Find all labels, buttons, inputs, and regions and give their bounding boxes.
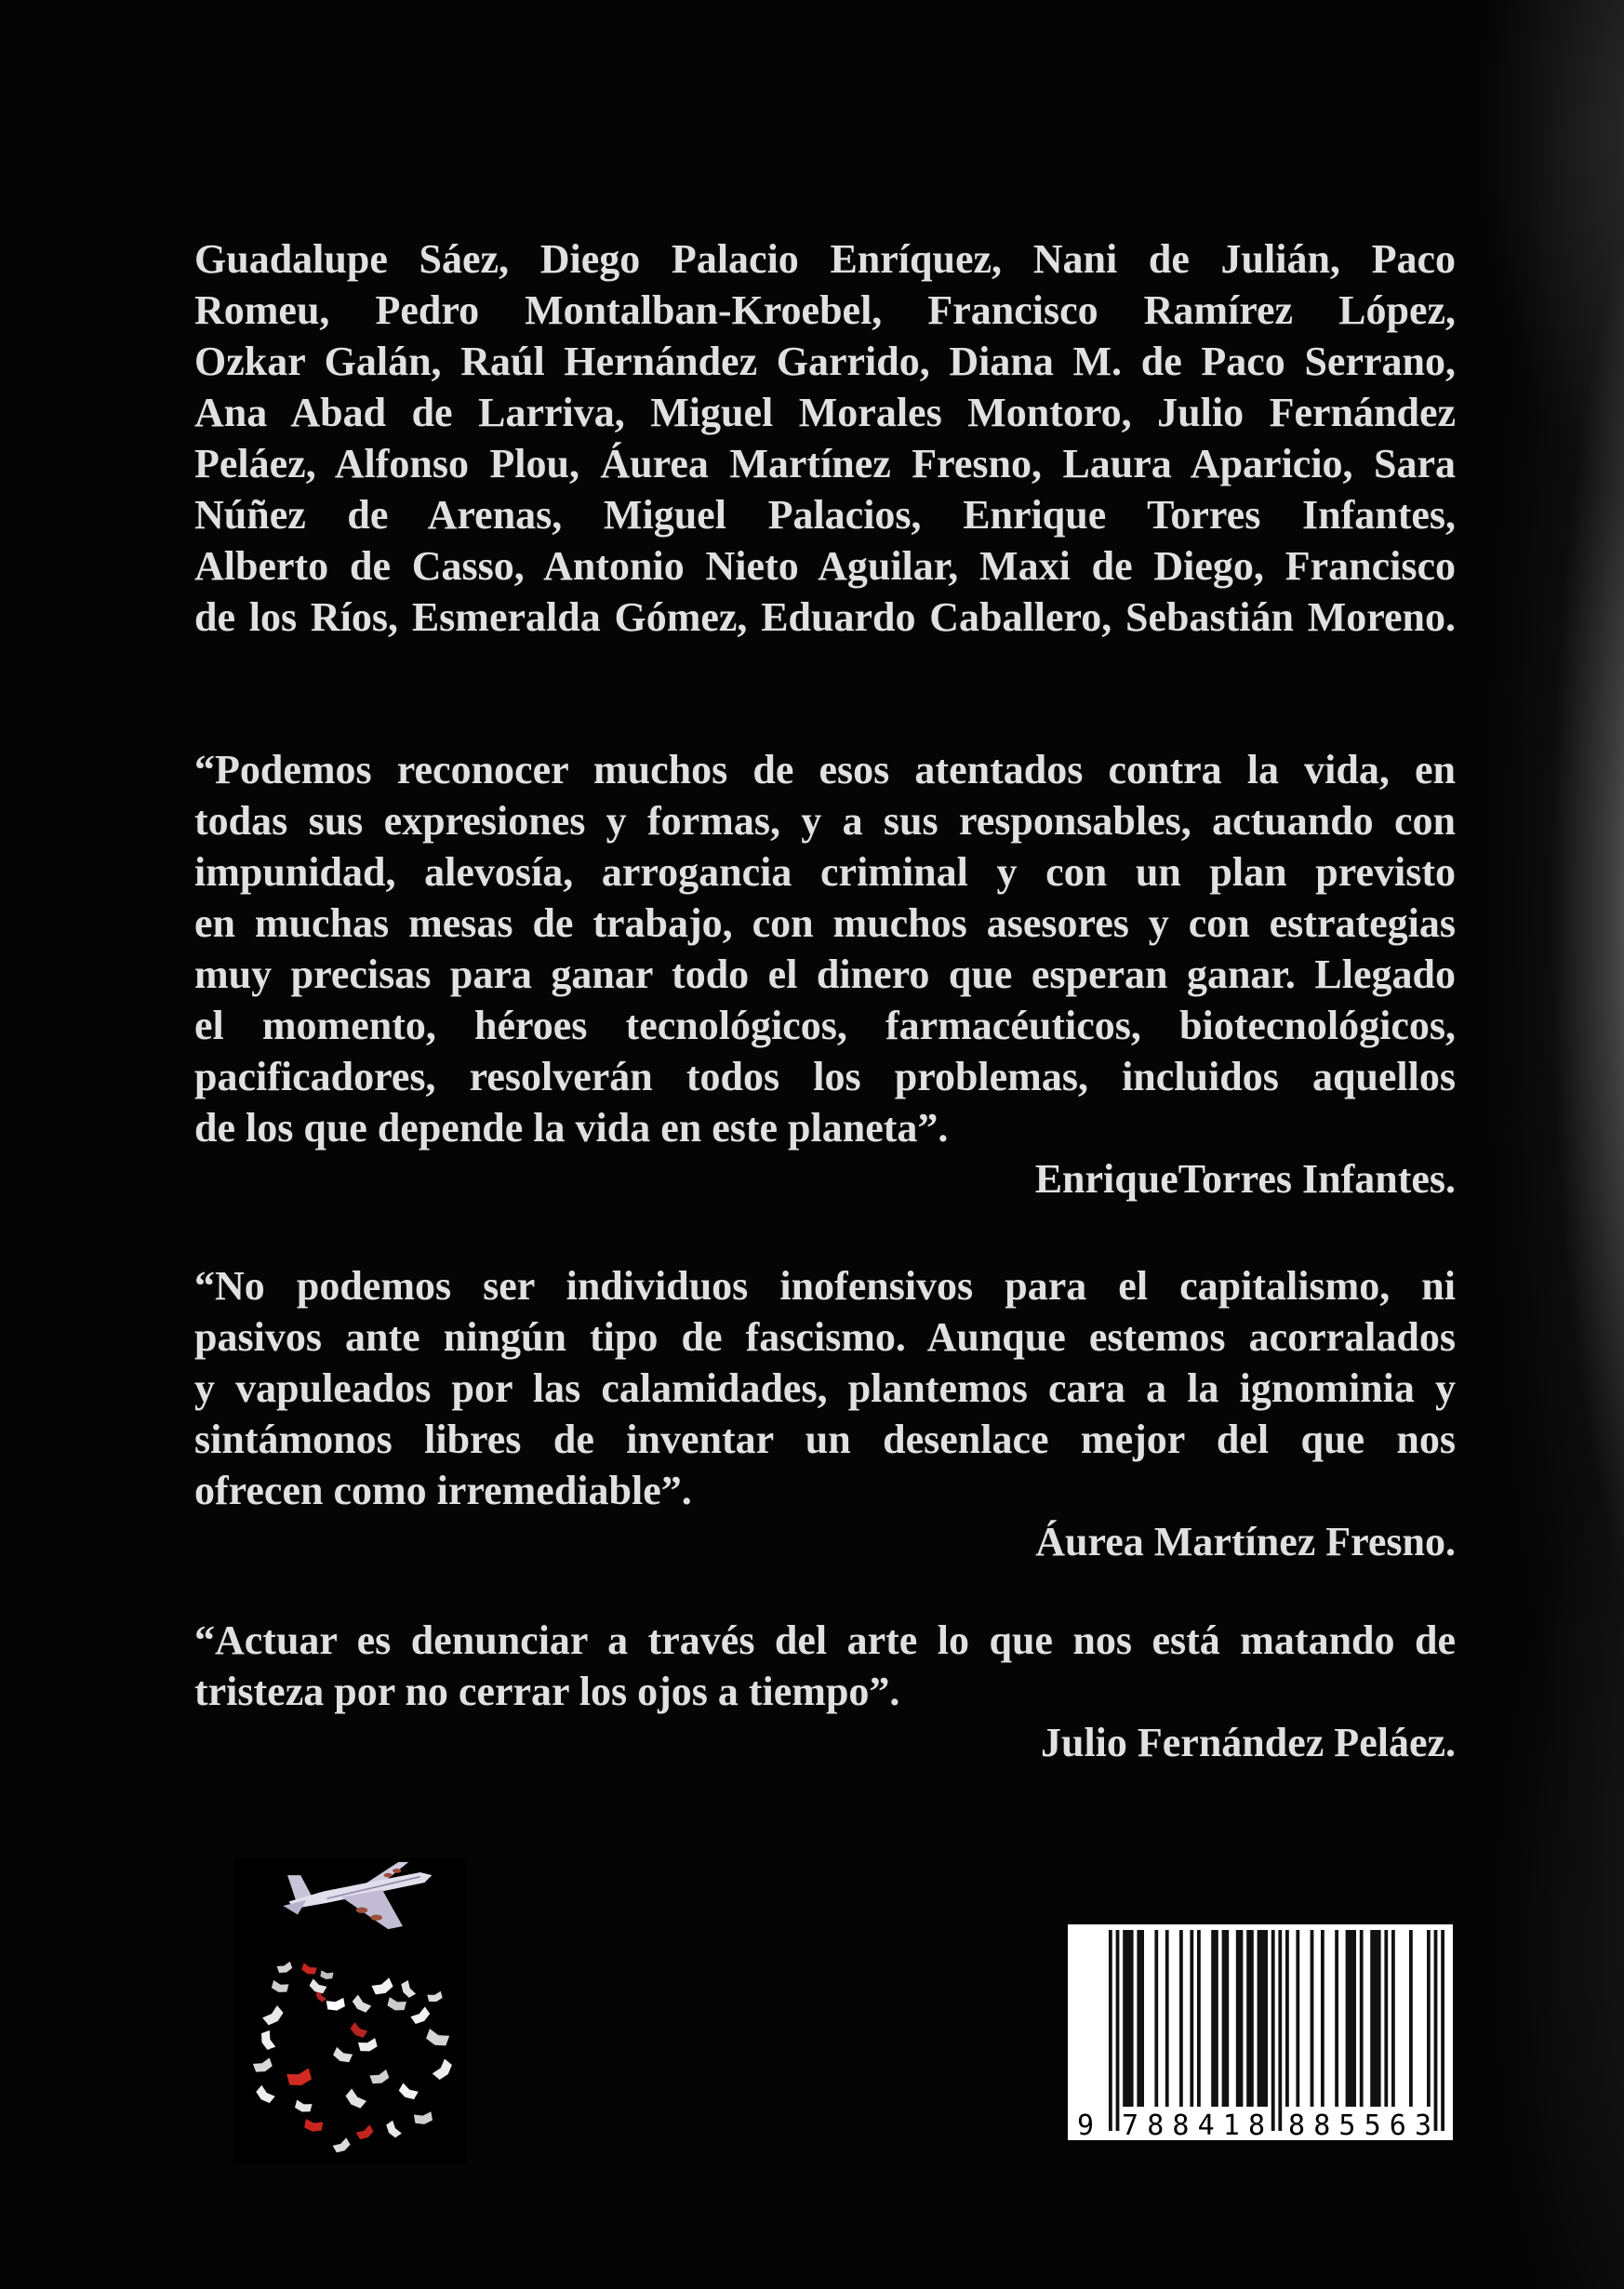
quote-line: tristeza por no cerrar los ojos a tiempo”. [194, 1669, 900, 1714]
authors-line: Alberto de Casso, Antonio Nieto Aguilar, Maxi de Diego, Francisco [194, 543, 1456, 589]
barcode-svg [1068, 1924, 1453, 2140]
barcode-bar [1296, 1930, 1299, 2107]
barcode-bar [1137, 1930, 1144, 2107]
barcode-bar [1222, 1930, 1230, 2107]
barcode-bar [1197, 1930, 1201, 2107]
quote-line: sintámonos libres de inventar un desenlace mejor del que nos [194, 1417, 1456, 1462]
barcode-bar [1246, 1930, 1254, 2107]
quote-line: impunidad, alevosía, arrogancia criminal y con un plan previsto [194, 849, 1456, 895]
authors-line: Ozkar Galán, Raúl Hernández Garrido, Diana M. de Paco Serrano, [194, 339, 1456, 384]
authors-line: de los Ríos, Esmeralda Gómez, Eduardo Caballero, Sebastián Moreno. [194, 594, 1456, 640]
barcode-bar [1384, 1930, 1388, 2107]
quote-line: el momento, héroes tecnológicos, farmacéuticos, biotecnológicos, [194, 1003, 1456, 1048]
barcode-guard-bar [1434, 1930, 1438, 2131]
quote-line: “No podemos ser individuos inofensivos para el capitalismo, ni [194, 1263, 1456, 1309]
quote-line: todas sus expresiones y formas, y a sus responsables, actuando con [194, 798, 1456, 844]
barcode-guard-bar [1271, 1930, 1275, 2131]
quote-line: pasivos ante ningún tipo de fascismo. Aunque estemos acorralados [194, 1314, 1456, 1360]
quote-attribution: Julio Fernández Peláez. [1040, 1720, 1456, 1765]
barcode-guard-bar [1116, 1930, 1120, 2131]
barcode-bar [1258, 1930, 1268, 2107]
authors-line: Peláez, Alfonso Plou, Áurea Martínez Fresno, Laura Aparicio, Sara [194, 441, 1456, 486]
barcode-right-digits: 885563 [1288, 2109, 1431, 2140]
barcode-bar [1285, 1930, 1289, 2107]
barcode-bar [1370, 1930, 1380, 2107]
barcode-bar [1190, 1930, 1193, 2107]
barcode-bar [1165, 1930, 1169, 2107]
barcode-bar [1360, 1930, 1364, 2107]
barcode-bars [1109, 1930, 1444, 2131]
quote-line: muy precisas para ganar todo el dinero que esperan ganar. Llegado [194, 952, 1456, 997]
isbn-barcode [1068, 1924, 1453, 2140]
barcode-bar [1311, 1930, 1314, 2107]
quote-attribution: Áurea Martínez Fresno. [1035, 1519, 1456, 1564]
barcode-bar [1154, 1930, 1158, 2107]
barcode-guard-bar [1441, 1930, 1444, 2131]
quote-attribution: EnriqueTorres Infantes. [1034, 1156, 1456, 1202]
authors-line: Ana Abad de Larriva, Miguel Morales Montoro, Julio Fernández [194, 390, 1456, 435]
quote-line: “Actuar es denunciar a través del arte lo que nos está matando de [194, 1617, 1456, 1663]
quote-line: ofrecen como irremediable”. [194, 1468, 692, 1513]
authors-line: Romeu, Pedro Montalban-Kroebel, Francisco Ramírez López, [194, 287, 1456, 333]
barcode-first-digit: 9 [1077, 2109, 1095, 2140]
barcode-guard-bar [1278, 1930, 1282, 2131]
authors-paragraph [194, 233, 1456, 643]
barcode-bar [1335, 1930, 1338, 2107]
quote-line: “Podemos reconocer muchos de esos atentados contra la vida, en [194, 747, 1456, 792]
barcode-bar [1236, 1930, 1244, 2107]
cover-illustration [233, 1857, 467, 2164]
quote-block [194, 1615, 1456, 1768]
quote-block [194, 744, 1456, 1204]
quote-line: pacificadores, resolverán todos los problemas, incluidos aquellos [194, 1054, 1456, 1099]
barcode-bar [1123, 1930, 1133, 2107]
barcode-bar [1409, 1930, 1413, 2107]
authors-line: Guadalupe Sáez, Diego Palacio Enríquez, Nani de Julián, Paco [194, 236, 1456, 282]
barcode-bar [1391, 1930, 1395, 2107]
illustration-svg [233, 1857, 467, 2164]
barcode-bar [1211, 1930, 1218, 2107]
quote-line: y vapuleados por las calamidades, plantemos cara a la ignominia y [194, 1365, 1456, 1411]
barcode-bar [1346, 1930, 1356, 2107]
quote-line: de los que depende la vida en este planeta”. [194, 1105, 949, 1151]
barcode-left-digits: 788418 [1122, 2109, 1265, 2140]
barcode-bar [1321, 1930, 1324, 2107]
barcode-bar [1427, 1930, 1431, 2107]
quote-block [194, 1260, 1456, 1567]
barcode-bar [1179, 1930, 1183, 2107]
barcode-guard-bar [1109, 1930, 1112, 2131]
quote-line: en muchas mesas de trabajo, con muchos asesores y con estrategias [194, 900, 1456, 946]
authors-line: Núñez de Arenas, Miguel Palacios, Enrique Torres Infantes, [194, 492, 1456, 538]
